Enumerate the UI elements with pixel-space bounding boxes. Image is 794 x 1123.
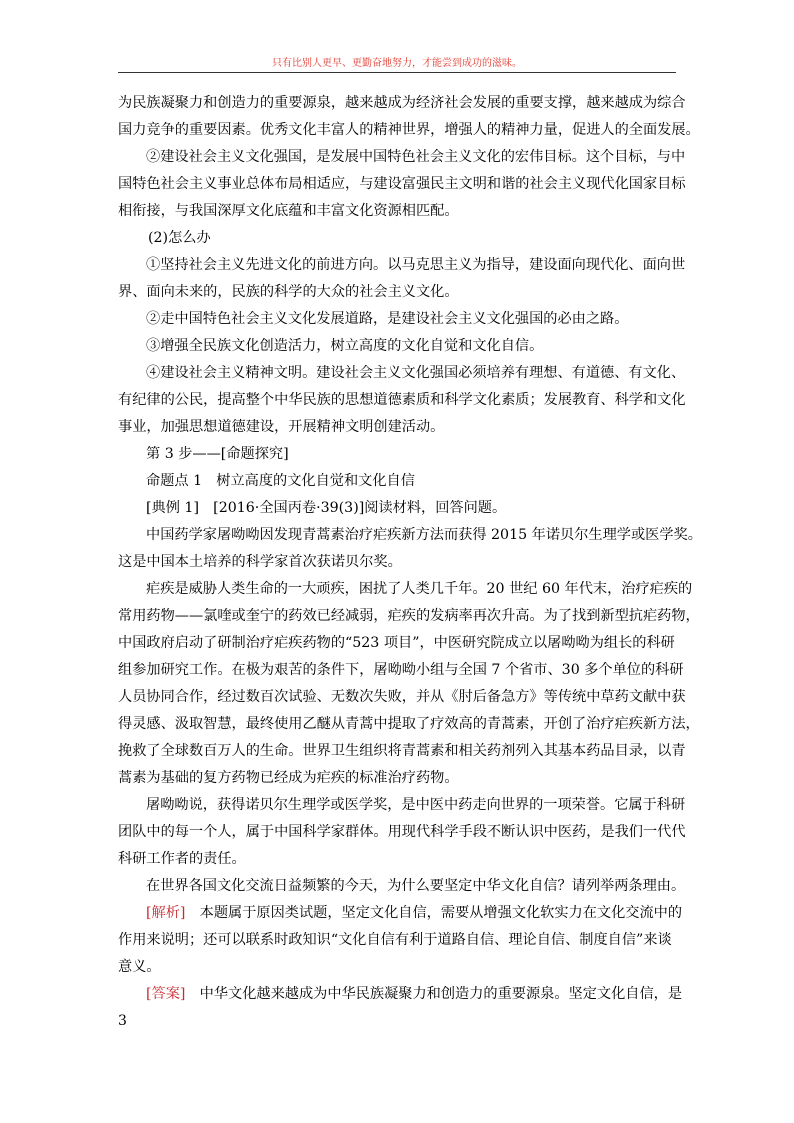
section-heading: (2)怎么办 [148,230,211,246]
text-line: 屠呦呦说，获得诺贝尔生理学或医学奖，是中医中药走向世界的一项荣誉。它属于科研 [146,797,686,813]
text-line: ④建设社会主义精神文明。建设社会主义文化强国必须培养有理想、有道德、有文化、 [146,365,686,381]
text-line: 为民族凝聚力和创造力的重要源泉，越来越成为经济社会发展的重要支撑，越来越成为综合 [118,95,686,111]
text-line: 科研工作者的责任。 [118,851,246,867]
text-line: 组参加研究工作。在极为艰苦的条件下，屠呦呦小组与全国 7 个省市、30 多个单位的科研 [118,662,684,678]
text-line: 蒿素为基础的复方药物已经成为疟疾的标准治疗药物。 [118,770,459,786]
page-number: 3 [118,1013,127,1029]
text-line: 事业，加强思想道德建设，开展精神文明创建活动。 [118,419,445,435]
text-line: 界、面向未来的，民族的科学的大众的社会主义文化。 [118,284,459,300]
text-line: ②建设社会主义文化强国，是发展中国特色社会主义文化的宏伟目标。这个目标，与中 [146,149,686,165]
step-heading: 第 3 步——[命题探究] [146,446,289,462]
text-line: 作用来说明；还可以联系时政知识“文化自信有利于道路自信、理论自信、制度自信”来谈 [118,932,672,948]
text-line: 国力竞争的重要因素。优秀文化丰富人的精神世界，增强人的精神力量，促进人的全面发展。 [118,122,700,138]
text-line: 国特色社会主义事业总体布局相适应，与建设富强民主文明和谐的社会主义现代化国家目标 [118,176,686,192]
text-line: 挽救了全球数百万人的生命。世界卫生组织将青蒿素和相关药剂列入其基本药品目录，以青 [118,743,686,759]
analysis-line [118,900,683,927]
text-line: 疟疾是威胁人类生命的一大顽疾，困扰了人类几千年。20 世纪 60 年代末，治疗疟疾的 [146,581,693,597]
text-line: 相衔接，与我国深厚文化底蕴和丰富文化资源相匹配。 [118,203,459,219]
answer-tag: [答案] [146,986,186,1002]
question-line: 在世界各国文化交流日益频繁的今天，为什么要坚定中华文化自信？请列举两条理由。 [146,878,686,894]
text-line: 意义。 [118,959,161,975]
topic-heading: 命题点 1 树立高度的文化自觉和文化自信 [146,473,415,489]
analysis-tag: [解析] [146,905,186,921]
analysis-text: 本题属于原因类试题，坚定文化自信，需要从增强文化软实力在文化交流中的 [199,905,683,921]
text-line: 团队中的每一个人，属于中国科学家群体。用现代科学手段不断认识中医药，是我们一代代 [118,824,686,840]
text-line: 人员协同合作，经过数百次试验、无数次失败，并从《肘后备急方》等传统中草药文献中获 [118,689,686,705]
header-motto: 只有比别人更早、更勤奋地努力，才能尝到成功的滋味。 [272,58,522,69]
answer-line [118,981,683,1008]
text-line: 得灵感、汲取智慧，最终使用乙醚从青蒿中提取了疗效高的青蒿素，开创了治疗疟疾新方法， [118,716,700,732]
answer-text: 中华文化越来越成为中华民族凝聚力和创造力的重要源泉。坚定文化自信，是 [199,986,683,1002]
example-heading: [典例 1] [2016·全国丙卷·39(3)]阅读材料，回答问题。 [146,500,507,516]
text-line: 这是中国本土培养的科学家首次获诺贝尔奖。 [118,554,402,570]
text-line: ②走中国特色社会主义文化发展道路，是建设社会主义文化强国的必由之路。 [146,311,629,327]
text-line: ③增强全民族文化创造活力，树立高度的文化自觉和文化自信。 [146,338,544,354]
text-line: 有纪律的公民，提高整个中华民族的思想道德素质和科学文化素质；发展教育、科学和文化 [118,392,686,408]
text-line: 中国药学家屠呦呦因发现青蒿素治疗疟疾新方法而获得 2015 年诺贝尔生理学或医学奖。 [146,527,702,543]
text-line: ①坚持社会主义先进文化的前进方向。以马克思主义为指导，建设面向现代化、面向世 [146,257,686,273]
page-header [118,50,676,73]
text-line: 常用药物——氯喹或奎宁的药效已经减弱，疟疾的发病率再次升高。为了找到新型抗疟药物， [118,608,700,624]
text-line: 中国政府启动了研制治疗疟疾药物的“523 项目”，中医研究院成立以屠呦呦为组长的科研 [118,635,675,651]
document-body [118,90,702,1008]
